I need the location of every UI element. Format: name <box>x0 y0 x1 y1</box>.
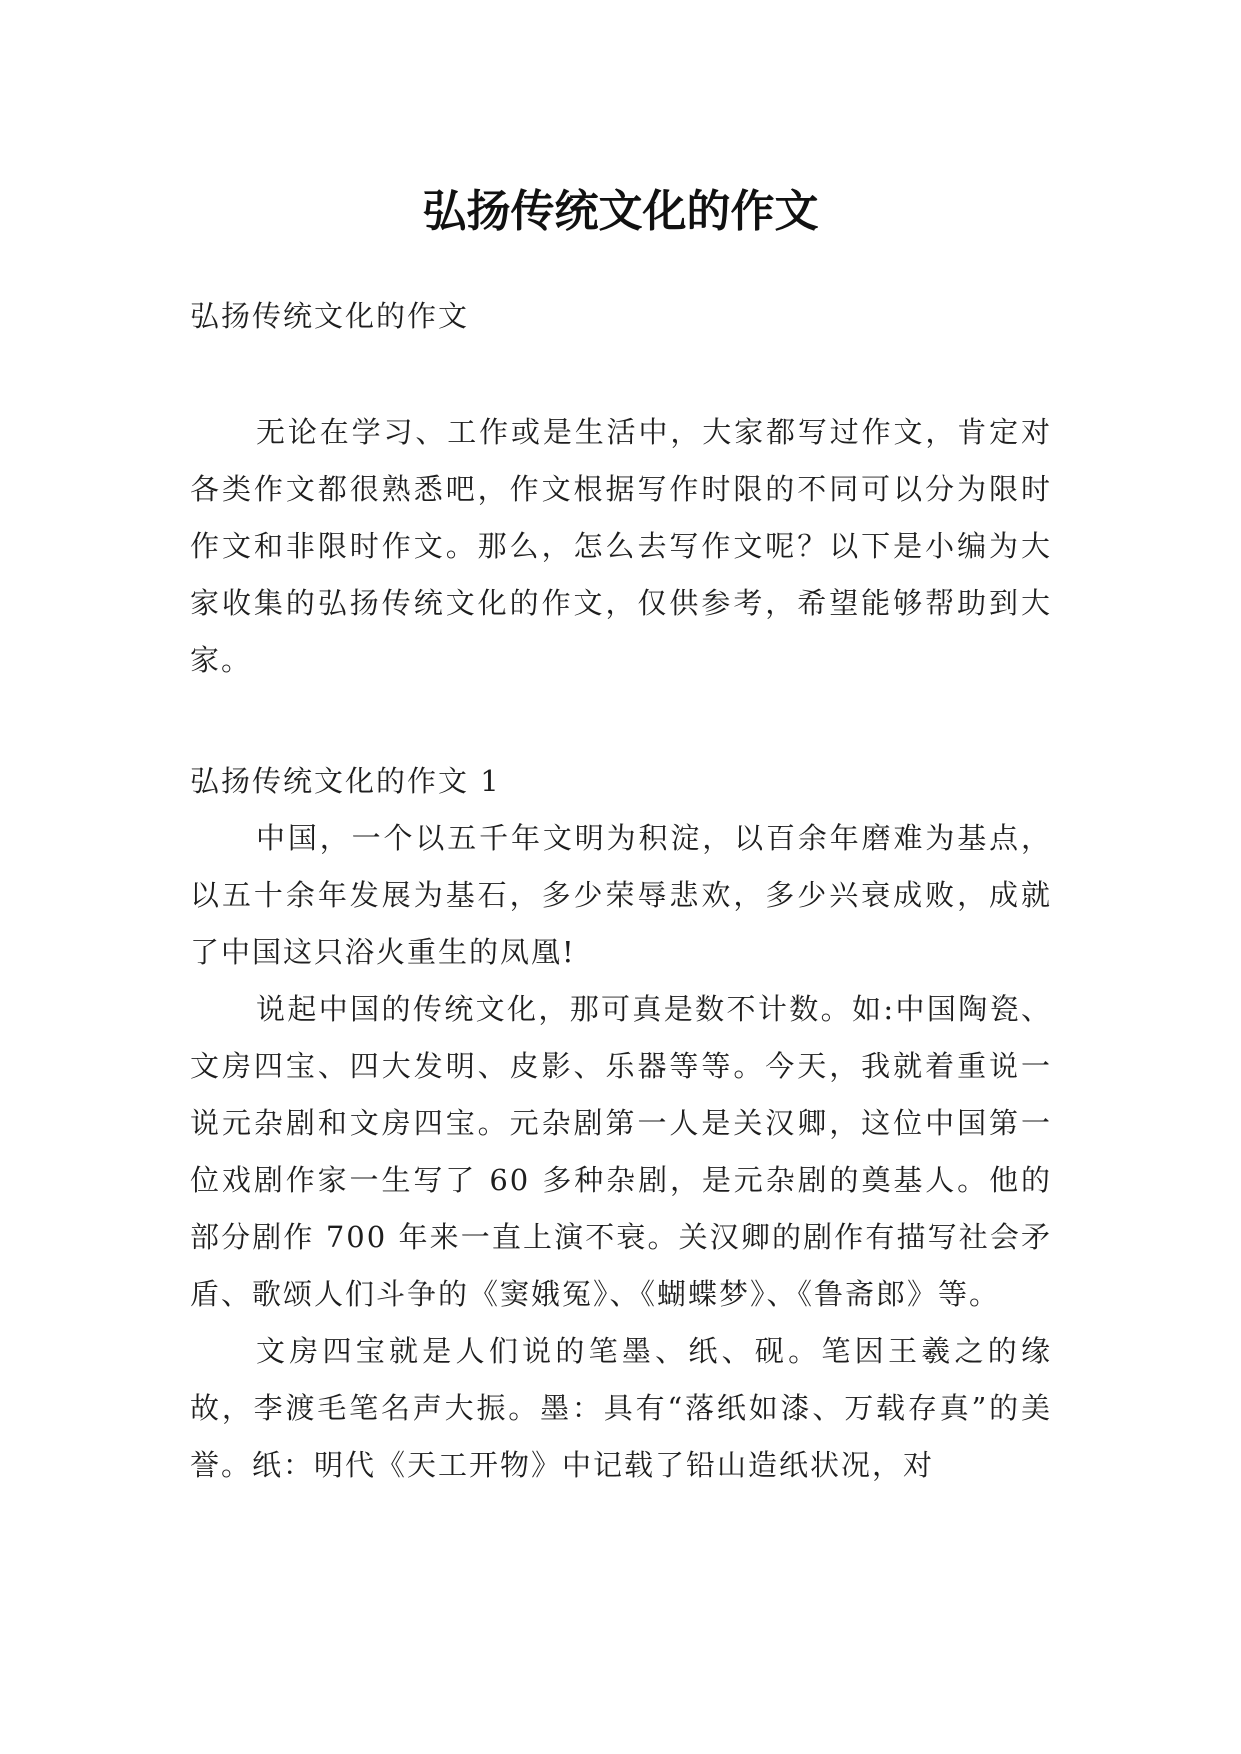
section-paragraph-3: 文房四宝就是人们说的笔墨、纸、砚。笔因王羲之的缘故，李渡毛笔名声大振。墨：具有“落纸如漆、万载存真”的美誉。纸：明代《天工开物》中记载了铅山造纸状况，对 <box>190 1334 1052 1482</box>
section-paragraph-1: 中国，一个以五千年文明为积淀，以百余年磨难为基点，以五十余年发展为基石，多少荣辱悲欢，多少兴衰成败，成就了中国这只浴火重生的凤凰! <box>190 821 1052 969</box>
intro-section <box>190 404 1052 689</box>
section-heading: 弘扬传统文化的作文 1 <box>190 764 501 798</box>
essay-section-1 <box>190 753 1052 1494</box>
intro-paragraph: 无论在学习、工作或是生活中，大家都写过作文，肯定对各类作文都很熟悉吧，作文根据写作时限的不同可以分为限时作文和非限时作文。那么，怎么去写作文呢？以下是小编为大家收集的弘扬传统文化的作文，仅供参考，希望能够帮助到大家。 <box>190 415 1052 677</box>
section-paragraph-2: 说起中国的传统文化，那可真是数不计数。如:中国陶瓷、文房四宝、四大发明、皮影、乐器等等。今天，我就着重说一说元杂剧和文房四宝。元杂剧第一人是关汉卿，这位中国第一位戏剧作家一生写了 60 多种杂剧，是元杂剧的奠基人。他的部分剧作 700 年来一直上演不衰。关汉卿的剧作有描写社会矛盾、歌颂人们斗争的《窦娥冤》、《蝴蝶梦》、《鲁斋郎》等。 <box>190 992 1052 1311</box>
document-title: 弘扬传统文化的作文 <box>422 186 819 238</box>
subtitle-text: 弘扬传统文化的作文 <box>190 299 470 333</box>
document-subtitle <box>190 288 1052 345</box>
